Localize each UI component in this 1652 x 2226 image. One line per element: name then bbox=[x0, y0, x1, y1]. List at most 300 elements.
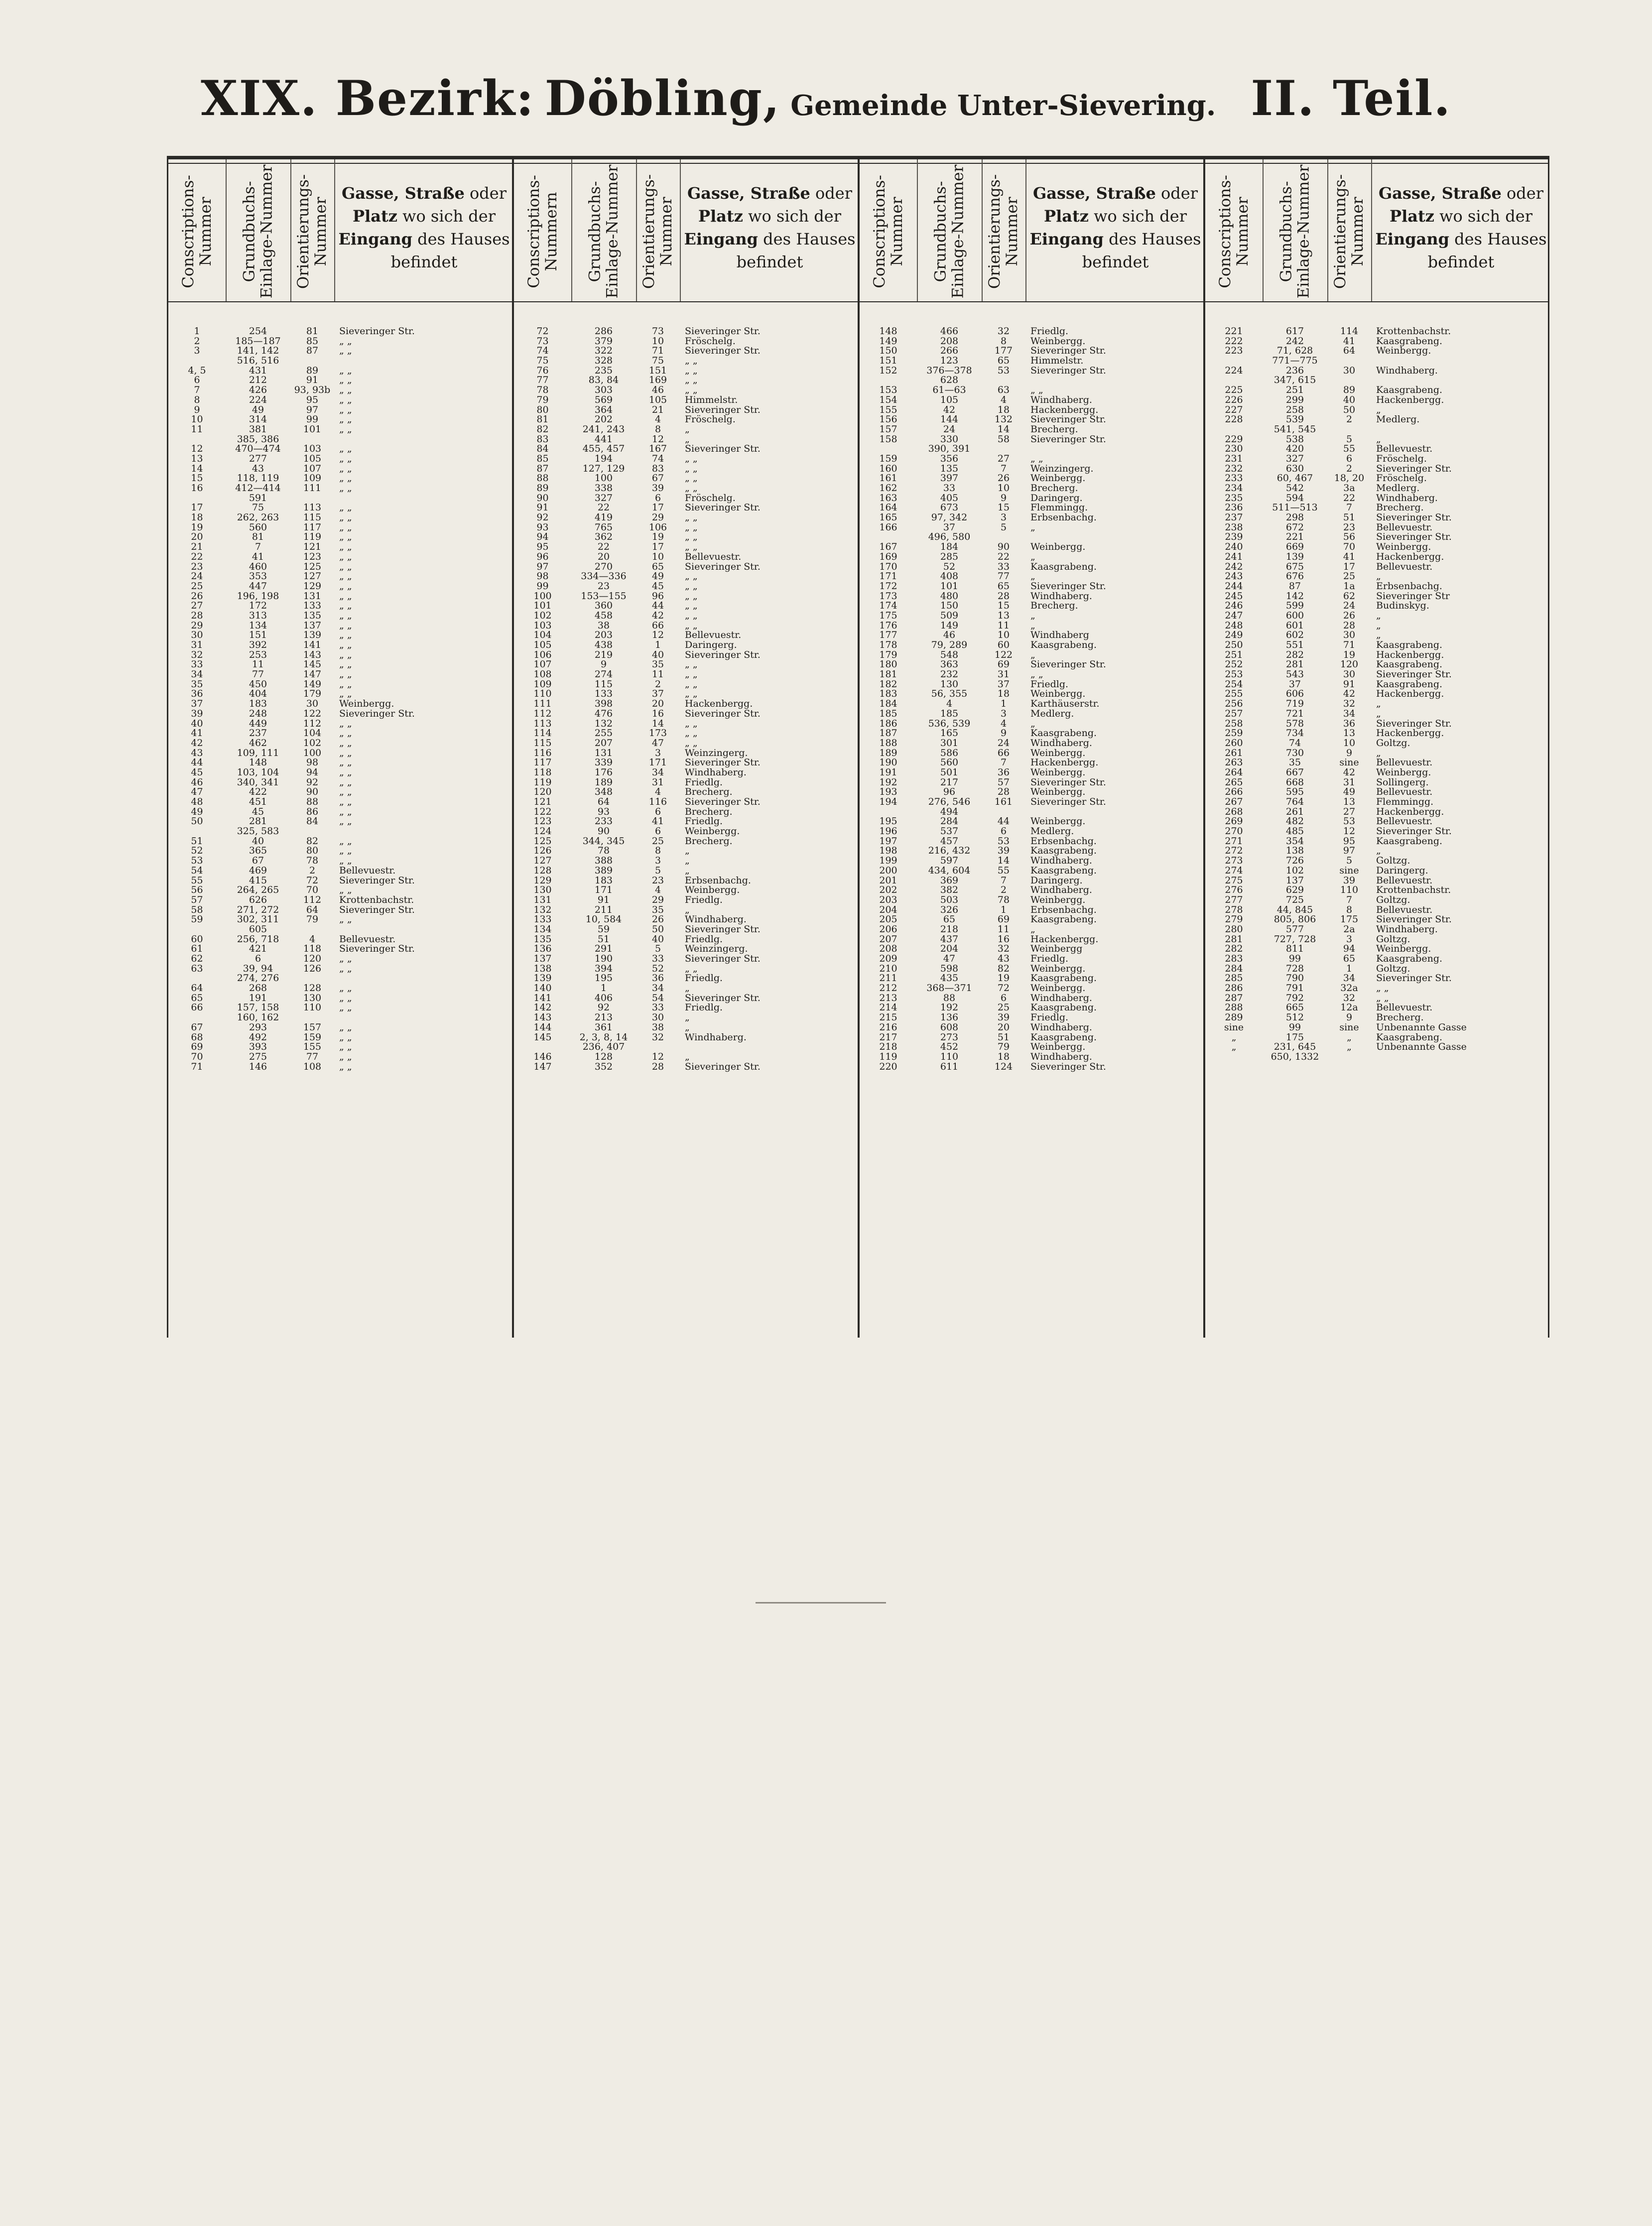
conscription-cell: 210 bbox=[879, 963, 897, 974]
orient-cell: 113 bbox=[303, 502, 322, 513]
table-row bbox=[168, 739, 512, 748]
street-cell: „ bbox=[1030, 610, 1035, 621]
grundbuch-cell: 132 bbox=[594, 718, 613, 729]
table-row bbox=[514, 768, 858, 778]
conscription-cell: 206 bbox=[879, 923, 897, 935]
table-row bbox=[168, 797, 512, 807]
orient-cell: 127 bbox=[303, 571, 322, 582]
header-orient-label: Orientierungs- Nummer bbox=[294, 174, 330, 289]
header-street-part: befindet bbox=[736, 252, 803, 271]
grundbuch-cell: 381 bbox=[249, 423, 267, 435]
orient-cell: 41 bbox=[651, 816, 664, 827]
title-municipality: Gemeinde Unter-Sievering. bbox=[790, 89, 1216, 122]
street-cell: Erbsenbachg. bbox=[1030, 904, 1097, 915]
street-cell: „ „ bbox=[339, 629, 352, 641]
header-conscription-label: Conscriptions- Nummer bbox=[870, 174, 906, 288]
header-orient bbox=[290, 165, 334, 297]
orient-cell: 126 bbox=[303, 963, 322, 974]
grundbuch-cell: 273 bbox=[940, 1031, 959, 1043]
grundbuch-cell: 347, 615 bbox=[1273, 374, 1316, 386]
street-cell: „ „ bbox=[339, 463, 352, 474]
orient-cell: 125 bbox=[303, 561, 322, 572]
conscription-cell: 238 bbox=[1225, 521, 1243, 533]
table-row bbox=[168, 327, 512, 337]
grundbuch-cell: 511—513 bbox=[1272, 502, 1318, 513]
table-row bbox=[1205, 542, 1551, 552]
street-cell: Friedlg. bbox=[685, 973, 723, 984]
street-cell: Kaasgrabeng. bbox=[1376, 835, 1443, 847]
conscription-cell: 177 bbox=[879, 629, 897, 641]
grundbuch-cell: 105 bbox=[940, 394, 959, 405]
conscription-cell: 167 bbox=[879, 541, 897, 553]
orient-cell: 5 bbox=[654, 865, 661, 876]
street-cell: Weinbergg. bbox=[1030, 766, 1086, 778]
grundbuch-cell: 235 bbox=[594, 365, 613, 376]
grundbuch-cell: 379 bbox=[594, 335, 613, 347]
orient-cell: 10 bbox=[997, 483, 1010, 494]
grundbuch-cell: 298 bbox=[1285, 512, 1304, 523]
orient-cell: 16 bbox=[651, 708, 664, 719]
street-cell: „ „ bbox=[339, 345, 352, 357]
conscription-cell: 153 bbox=[879, 384, 897, 396]
street-cell: Sieveringer Str. bbox=[339, 708, 415, 719]
orient-cell: 15 bbox=[997, 600, 1010, 612]
orient-cell: 130 bbox=[303, 992, 322, 1003]
grundbuch-cell: 435 bbox=[940, 973, 959, 984]
conscription-cell: 39 bbox=[191, 708, 203, 719]
table-row bbox=[514, 1013, 858, 1023]
street-cell: „ „ bbox=[339, 335, 352, 347]
orient-cell: 27 bbox=[997, 453, 1010, 464]
orient-cell: 71 bbox=[1343, 639, 1356, 650]
orient-cell: 28 bbox=[1343, 619, 1356, 631]
grundbuch-cell: 356 bbox=[940, 453, 959, 464]
orient-cell: 62 bbox=[1343, 590, 1356, 602]
grundbuch-cell: 232 bbox=[940, 669, 959, 680]
conscription-cell: 189 bbox=[879, 747, 897, 758]
table-row bbox=[1205, 444, 1551, 454]
table-row bbox=[1205, 395, 1551, 405]
conscription-cell: 216 bbox=[879, 1021, 897, 1033]
grundbuch-cell: 327 bbox=[1285, 453, 1304, 464]
conscription-cell: 63 bbox=[191, 963, 203, 974]
conscription-cell: 7 bbox=[194, 384, 200, 396]
header-grundbuch bbox=[917, 165, 982, 297]
register-block-2 bbox=[514, 159, 860, 1338]
street-cell: „ „ bbox=[339, 531, 352, 543]
street-cell: Daringerg. bbox=[1030, 874, 1083, 886]
conscription-cell: 242 bbox=[1225, 561, 1243, 572]
orient-cell: 2a bbox=[1343, 923, 1355, 935]
street-cell: Windhaberg. bbox=[1030, 394, 1092, 405]
conscription-cell: 174 bbox=[879, 600, 897, 612]
orient-cell: 5 bbox=[1346, 433, 1353, 445]
table-row bbox=[514, 1023, 858, 1033]
orient-cell: 40 bbox=[651, 649, 664, 660]
orient-cell: 157 bbox=[303, 1021, 322, 1033]
orient-cell: 66 bbox=[997, 747, 1010, 758]
street-cell: Kaasgrabeng. bbox=[1376, 639, 1443, 650]
table-row bbox=[1205, 768, 1551, 778]
grundbuch-cell: 160, 162 bbox=[237, 1012, 279, 1023]
grundbuch-cell: 301 bbox=[940, 737, 959, 748]
grundbuch-cell: 216, 432 bbox=[928, 845, 971, 857]
grundbuch-cell: 303 bbox=[594, 384, 613, 396]
orient-cell: 41 bbox=[1343, 551, 1356, 562]
grundbuch-cell: 212 bbox=[249, 374, 267, 386]
conscription-cell: 92 bbox=[536, 512, 549, 523]
street-cell: Bellevuestr. bbox=[1376, 874, 1433, 886]
grundbuch-cell: 536, 539 bbox=[928, 718, 971, 729]
conscription-cell: 34 bbox=[191, 669, 203, 680]
orient-cell: 31 bbox=[651, 776, 664, 788]
street-cell: „ „ bbox=[685, 365, 698, 376]
orient-cell: 10 bbox=[651, 551, 664, 562]
street-cell: „ „ bbox=[339, 983, 352, 994]
orient-cell: 90 bbox=[306, 786, 319, 798]
grundbuch-cell: 672 bbox=[1285, 521, 1304, 533]
table-row bbox=[860, 601, 1203, 611]
street-cell: Kaasgrabeng. bbox=[1376, 1031, 1443, 1043]
table-row bbox=[860, 542, 1203, 552]
orient-cell: 122 bbox=[303, 708, 322, 719]
street-cell: Sieveringer Str. bbox=[1376, 512, 1452, 523]
grundbuch-cell: 560 bbox=[249, 521, 267, 533]
conscription-cell: 172 bbox=[879, 580, 897, 592]
orient-cell: 45 bbox=[651, 580, 664, 592]
grundbuch-cell: 503 bbox=[940, 894, 959, 905]
street-cell: „ bbox=[1376, 698, 1381, 710]
header-grundbuch bbox=[226, 165, 290, 297]
grundbuch-cell: 22 bbox=[597, 502, 610, 513]
grundbuch-cell: 47 bbox=[943, 953, 956, 964]
table-row bbox=[168, 1062, 512, 1072]
conscription-cell: 265 bbox=[1225, 776, 1243, 788]
orient-cell: 91 bbox=[1343, 678, 1356, 690]
grundbuch-cell: 78 bbox=[597, 845, 610, 857]
grundbuch-cell: 33 bbox=[943, 483, 956, 494]
conscription-cell: 90 bbox=[536, 492, 549, 503]
conscription-cell: 119 bbox=[533, 776, 552, 788]
grundbuch-cell: 270 bbox=[594, 561, 613, 572]
street-cell: „ „ bbox=[685, 463, 698, 474]
street-cell: „ „ bbox=[1376, 983, 1389, 994]
orient-cell: 37 bbox=[997, 678, 1010, 690]
conscription-cell: 138 bbox=[533, 963, 552, 974]
grundbuch-cell: 251 bbox=[1285, 384, 1304, 396]
grundbuch-cell: 765 bbox=[594, 521, 613, 533]
orient-cell: 100 bbox=[303, 747, 322, 758]
grundbuch-cell: 426 bbox=[249, 384, 267, 396]
orient-cell: 22 bbox=[1343, 492, 1356, 503]
conscription-cell: 41 bbox=[191, 728, 203, 739]
orient-cell: 1 bbox=[1000, 698, 1007, 710]
orient-cell: 18 bbox=[997, 688, 1010, 700]
conscription-cell: 84 bbox=[536, 443, 549, 455]
orient-cell: 3 bbox=[654, 747, 661, 758]
header-orient-label: Orientierungs- Nummer bbox=[640, 174, 675, 289]
grundbuch-cell: 630 bbox=[1285, 463, 1304, 474]
street-cell: Hackenbergg. bbox=[1030, 933, 1099, 945]
conscription-cell: 26 bbox=[191, 590, 203, 602]
orient-cell: 26 bbox=[651, 914, 664, 925]
table-row bbox=[168, 699, 512, 709]
orient-cell: 120 bbox=[1340, 659, 1359, 670]
orient-cell: 65 bbox=[997, 355, 1010, 367]
orient-cell: 35 bbox=[651, 904, 664, 915]
orient-cell: 41 bbox=[1343, 335, 1356, 347]
table-row bbox=[860, 435, 1203, 445]
street-cell: Medlerg. bbox=[1376, 414, 1420, 425]
grundbuch-cell: 451 bbox=[249, 796, 267, 807]
conscription-cell: 192 bbox=[879, 776, 897, 788]
header-street-part: des Hauses bbox=[1109, 230, 1201, 248]
grundbuch-cell: 23 bbox=[597, 580, 610, 592]
grundbuch-cell: 606 bbox=[1285, 688, 1304, 700]
orient-cell: 69 bbox=[997, 914, 1010, 925]
conscription-cell: 49 bbox=[191, 806, 203, 817]
orient-cell: 11 bbox=[997, 923, 1010, 935]
street-cell: „ „ bbox=[339, 473, 352, 484]
street-cell: Erbsenbachg. bbox=[1030, 835, 1097, 847]
orient-cell: 25 bbox=[651, 835, 664, 847]
conscription-cell: 136 bbox=[533, 943, 552, 955]
conscription-cell: 131 bbox=[533, 894, 552, 905]
orient-cell: 25 bbox=[997, 1002, 1010, 1013]
orient-cell: 73 bbox=[651, 326, 664, 337]
header-conscription bbox=[168, 165, 226, 297]
grundbuch-cell: 224 bbox=[249, 394, 267, 405]
table-row bbox=[514, 915, 858, 925]
grundbuch-cell: 42 bbox=[943, 404, 956, 415]
grundbuch-cell: 539 bbox=[1285, 414, 1304, 425]
grundbuch-cell: 135 bbox=[940, 463, 959, 474]
orient-cell: 105 bbox=[648, 394, 667, 405]
orient-cell: 16 bbox=[997, 933, 1010, 945]
street-cell: Hackenbergg. bbox=[1030, 404, 1099, 415]
street-cell: „ bbox=[1376, 747, 1381, 758]
street-cell: „ bbox=[685, 865, 690, 876]
grundbuch-cell: 64 bbox=[597, 796, 610, 807]
street-cell: „ „ bbox=[339, 443, 352, 455]
street-cell: „ „ bbox=[339, 639, 352, 650]
conscription-cell: 220 bbox=[879, 1061, 897, 1072]
orient-cell: 37 bbox=[651, 688, 664, 700]
grundbuch-cell: 134 bbox=[249, 619, 267, 631]
header-street-part: oder bbox=[1507, 184, 1544, 203]
conscription-cell: 285 bbox=[1225, 973, 1243, 984]
conscription-cell: 119 bbox=[879, 1051, 897, 1062]
grundbuch-cell: 415 bbox=[249, 874, 267, 886]
grundbuch-cell: 599 bbox=[1285, 600, 1304, 612]
header-street bbox=[680, 182, 860, 281]
street-cell: Weinbergg. bbox=[1030, 786, 1086, 798]
grundbuch-cell: 441 bbox=[594, 433, 613, 445]
orient-cell: 64 bbox=[1343, 345, 1356, 357]
table-row bbox=[514, 385, 858, 395]
grundbuch-cell: 771—775 bbox=[1272, 355, 1318, 367]
orient-cell: 97 bbox=[1343, 845, 1356, 857]
orient-cell: 4 bbox=[654, 884, 661, 896]
street-cell: „ bbox=[685, 423, 690, 435]
conscription-cell: 176 bbox=[879, 619, 897, 631]
orient-cell: 30 bbox=[651, 1012, 664, 1023]
table-row bbox=[1205, 984, 1551, 993]
header-street-part: wo sich der bbox=[402, 207, 496, 226]
conscription-cell: 81 bbox=[536, 414, 549, 425]
conscription-cell: 46 bbox=[191, 776, 203, 788]
street-cell: Kaasgrabeng. bbox=[1030, 728, 1097, 739]
grundbuch-cell: 650, 1332 bbox=[1271, 1051, 1319, 1062]
street-cell: Sieveringer Str. bbox=[685, 757, 761, 768]
orient-cell: 22 bbox=[997, 551, 1010, 562]
conscription-cell: 13 bbox=[191, 453, 203, 464]
register-rows bbox=[1205, 327, 1551, 1062]
street-cell: Sieveringer Str. bbox=[685, 1061, 761, 1072]
conscription-cell: 111 bbox=[533, 698, 552, 710]
orient-cell: 4 bbox=[309, 933, 316, 945]
table-row bbox=[860, 885, 1203, 895]
conscription-cell: 236 bbox=[1225, 502, 1243, 513]
street-cell: Kaasgrabeng. bbox=[1376, 678, 1443, 690]
orient-cell: 79 bbox=[997, 1041, 1010, 1053]
table-row bbox=[514, 582, 858, 592]
street-cell: Goltzg. bbox=[1376, 933, 1410, 945]
street-cell: „ „ bbox=[339, 855, 352, 866]
street-cell: „ bbox=[685, 433, 690, 445]
conscription-cell: 151 bbox=[879, 355, 897, 367]
street-cell: Windhaberg. bbox=[1030, 1021, 1092, 1033]
grundbuch-cell: 516, 516 bbox=[237, 355, 279, 367]
orient-cell: 53 bbox=[997, 835, 1010, 847]
conscription-cell: 105 bbox=[533, 639, 552, 650]
conscription-cell: 162 bbox=[879, 483, 897, 494]
street-cell: Bellevuestr. bbox=[1376, 786, 1433, 798]
grundbuch-cell: 492 bbox=[249, 1031, 267, 1043]
orient-cell: 40 bbox=[651, 933, 664, 945]
street-cell: Hackenbergg. bbox=[1376, 551, 1444, 562]
conscription-cell: 263 bbox=[1225, 757, 1243, 768]
footer-rule bbox=[756, 1602, 886, 1604]
orient-cell: 51 bbox=[997, 1031, 1010, 1043]
orient-cell: 35 bbox=[651, 659, 664, 670]
grundbuch-cell: 75 bbox=[252, 502, 264, 513]
orient-cell: 36 bbox=[1343, 718, 1356, 729]
table-row bbox=[168, 346, 512, 356]
orient-cell: „ bbox=[1347, 1031, 1352, 1043]
street-cell: „ bbox=[1376, 845, 1381, 857]
orient-cell: 32 bbox=[997, 326, 1010, 337]
street-cell: Windhaberg bbox=[1030, 629, 1089, 641]
table-row bbox=[168, 582, 512, 592]
conscription-cell: 230 bbox=[1225, 443, 1243, 455]
conscription-cell: 125 bbox=[533, 835, 552, 847]
conscription-cell: 134 bbox=[533, 923, 552, 935]
grundbuch-cell: 728 bbox=[1285, 963, 1304, 974]
table-row bbox=[514, 444, 858, 454]
conscription-cell: 182 bbox=[879, 678, 897, 690]
grundbuch-cell: 96 bbox=[943, 786, 956, 798]
street-cell: Sieveringer Str. bbox=[685, 404, 761, 415]
street-cell: „ bbox=[1030, 718, 1035, 729]
street-cell: Weinbergg. bbox=[1376, 943, 1431, 955]
table-row bbox=[514, 542, 858, 552]
grundbuch-cell: 83, 84 bbox=[588, 374, 619, 386]
table-row bbox=[168, 611, 512, 621]
conscription-cell: 266 bbox=[1225, 786, 1243, 798]
orient-cell: 30 bbox=[1343, 365, 1356, 376]
orient-cell: 2 bbox=[1346, 414, 1353, 425]
street-cell: Sieveringer Str. bbox=[1030, 433, 1106, 445]
street-cell: „ „ bbox=[685, 669, 698, 680]
grundbuch-cell: 39, 94 bbox=[243, 963, 273, 974]
conscription-cell: 161 bbox=[879, 473, 897, 484]
grundbuch-cell: 277 bbox=[249, 453, 267, 464]
street-cell: „ „ bbox=[339, 1061, 352, 1072]
grundbuch-cell: 299 bbox=[1285, 394, 1304, 405]
conscription-cell: 24 bbox=[191, 571, 203, 582]
orient-cell: 115 bbox=[303, 512, 322, 523]
table-row bbox=[860, 866, 1203, 876]
table-row bbox=[514, 739, 858, 748]
grundbuch-cell: 45 bbox=[252, 806, 264, 817]
street-cell: „ „ bbox=[339, 580, 352, 592]
street-cell: Sieveringer Str. bbox=[685, 561, 761, 572]
conscription-cell: 73 bbox=[536, 335, 549, 347]
street-cell: „ „ bbox=[1030, 453, 1043, 464]
street-cell: Brecherg. bbox=[685, 835, 733, 847]
street-cell: „ „ bbox=[339, 619, 352, 631]
conscription-cell: 98 bbox=[536, 571, 549, 582]
register-rows bbox=[860, 327, 1203, 1072]
street-cell: „ „ bbox=[339, 610, 352, 621]
header-orient bbox=[982, 165, 1025, 297]
table-row bbox=[860, 425, 1203, 435]
table-row bbox=[514, 709, 858, 719]
conscription-cell: 241 bbox=[1225, 551, 1243, 562]
conscription-cell: 70 bbox=[191, 1051, 203, 1062]
grundbuch-cell: 340, 341 bbox=[237, 776, 279, 788]
conscription-cell: 114 bbox=[533, 728, 552, 739]
grundbuch-cell: 322 bbox=[594, 345, 613, 357]
orient-cell: 46 bbox=[651, 384, 664, 396]
grundbuch-cell: 218 bbox=[940, 923, 959, 935]
orient-cell: 33 bbox=[651, 1002, 664, 1013]
street-cell: Sollingerg. bbox=[1376, 776, 1429, 788]
grundbuch-cell: 184 bbox=[940, 541, 959, 553]
table-row bbox=[168, 1003, 512, 1013]
table-row bbox=[860, 327, 1203, 337]
street-cell: „ „ bbox=[339, 992, 352, 1003]
grundbuch-cell: 151 bbox=[249, 629, 267, 641]
grundbuch-cell: 242 bbox=[1285, 335, 1304, 347]
orient-cell: 6 bbox=[654, 826, 661, 837]
street-cell: „ „ bbox=[685, 610, 698, 621]
conscription-cell: 137 bbox=[533, 953, 552, 964]
table-row bbox=[168, 601, 512, 611]
orient-cell: 1 bbox=[1000, 904, 1007, 915]
orient-cell: 98 bbox=[306, 757, 319, 768]
street-cell: „ „ bbox=[339, 766, 352, 778]
orient-cell: 23 bbox=[1343, 521, 1356, 533]
grundbuch-cell: 434, 604 bbox=[928, 865, 971, 876]
street-cell: „ bbox=[1376, 433, 1381, 445]
conscription-cell: 243 bbox=[1225, 571, 1243, 582]
street-cell: „ bbox=[1030, 571, 1035, 582]
grundbuch-cell: 578 bbox=[1285, 718, 1304, 729]
conscription-cell: 187 bbox=[879, 728, 897, 739]
street-cell: Kaasgrabeng. bbox=[1030, 639, 1097, 650]
